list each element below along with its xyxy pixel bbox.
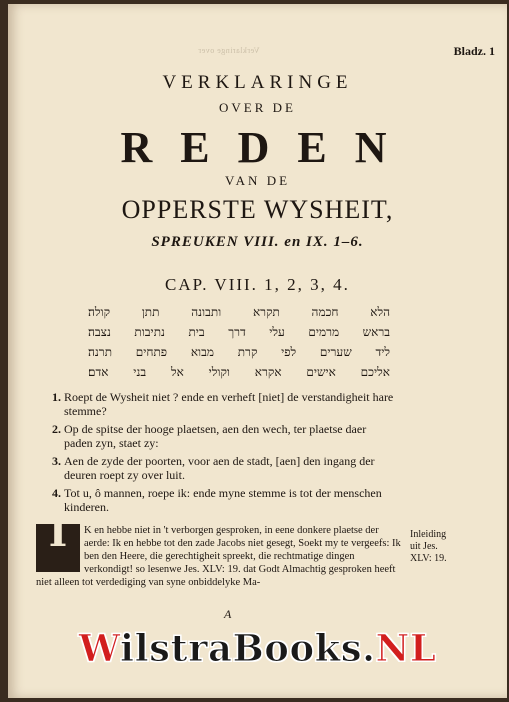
verse-number: 4. [52,486,61,500]
hebrew-line: אליכם אישים אקרא וקולי אל בני אדם׃ [88,365,390,379]
title-line-4: VAN DE [224,173,291,188]
hebrew-line: ליד שערים לפי קרת מבוא פתחים תרנה׃ [88,345,390,359]
verse-list [52,390,397,518]
commentary-text: K en hebbe niet in 't verborgen gesproken, in eene donkere plaetse der aerde: Ik en hebbe tot den zade Jacobs niet gesegt, Soekt my te vergeefs: Ik ben den Heere, die gerechtigheit spreekt, die rechtmatige dingen verkondigt! so lesenwe Jes. XLV: 19. dat Godt Almachtig gesproken heeft niet alleen tot verdediging van syne onbiddelyke Ma- [36,525,401,588]
watermark-middle: ilstraBooks. [120,626,376,670]
title-line-5: OPPERSTE WYSHEIT, [121,195,394,224]
margin-note [410,529,480,565]
verse-item [52,454,397,482]
decorated-initial [36,509,80,572]
title-line-1: VERKLARINGE [162,72,353,93]
commentary-paragraph [36,509,401,589]
verse-item [52,390,397,418]
hebrew-text-block [88,302,390,382]
margin-note-line: Inleiding [410,529,447,540]
verse-number: 2. [52,422,61,436]
margin-note-line: uit Jes. [410,541,438,552]
verse-text: Aen de zyde der poorten, voor aen de stadt, [aen] den ingang der deuren roept zy over luit. [64,454,375,482]
verse-item [52,422,397,450]
verse-text: Op de spitse der hooge plaetsen, aen den wech, ter plaetse daer paden zyn, staet zy: [64,422,367,450]
bleed-through-text: Verklaringe over [198,46,260,55]
verse-text: Roept de Wysheit niet ? ende en verheft [niet] de verstandigheit hare stemme? [64,390,394,418]
verse-text: Tot u, ô mannen, roepe ik: ende myne stemme is tot der menschen kinderen. [64,486,382,514]
watermark-initial: W [78,626,121,670]
watermark-tld: NL [375,626,437,670]
hebrew-line: הלא חכמה תקרא ותבונה תתן קולה׃ [88,305,390,319]
verse-number: 3. [52,454,61,468]
page-number: Bladz. 1 [453,44,495,58]
title-reference: SPREUKEN VIII. en IX. 1–6. [151,234,364,250]
title-line-3: REDEN [120,123,415,172]
initial-letter: I [48,509,68,556]
margin-note-line: XLV: 19. [410,553,447,564]
verse-item [52,486,397,514]
hebrew-line: בראש מרמים עלי דרך בית נתיבות נצבה׃ [88,325,390,339]
signature-mark: A [224,607,232,621]
watermark [8,626,507,670]
title-line-2: OVER DE [219,100,296,115]
book-page [8,4,507,698]
chapter-heading: CAP. VIII. 1, 2, 3, 4. [165,275,350,294]
verse-number: 1. [52,390,61,404]
